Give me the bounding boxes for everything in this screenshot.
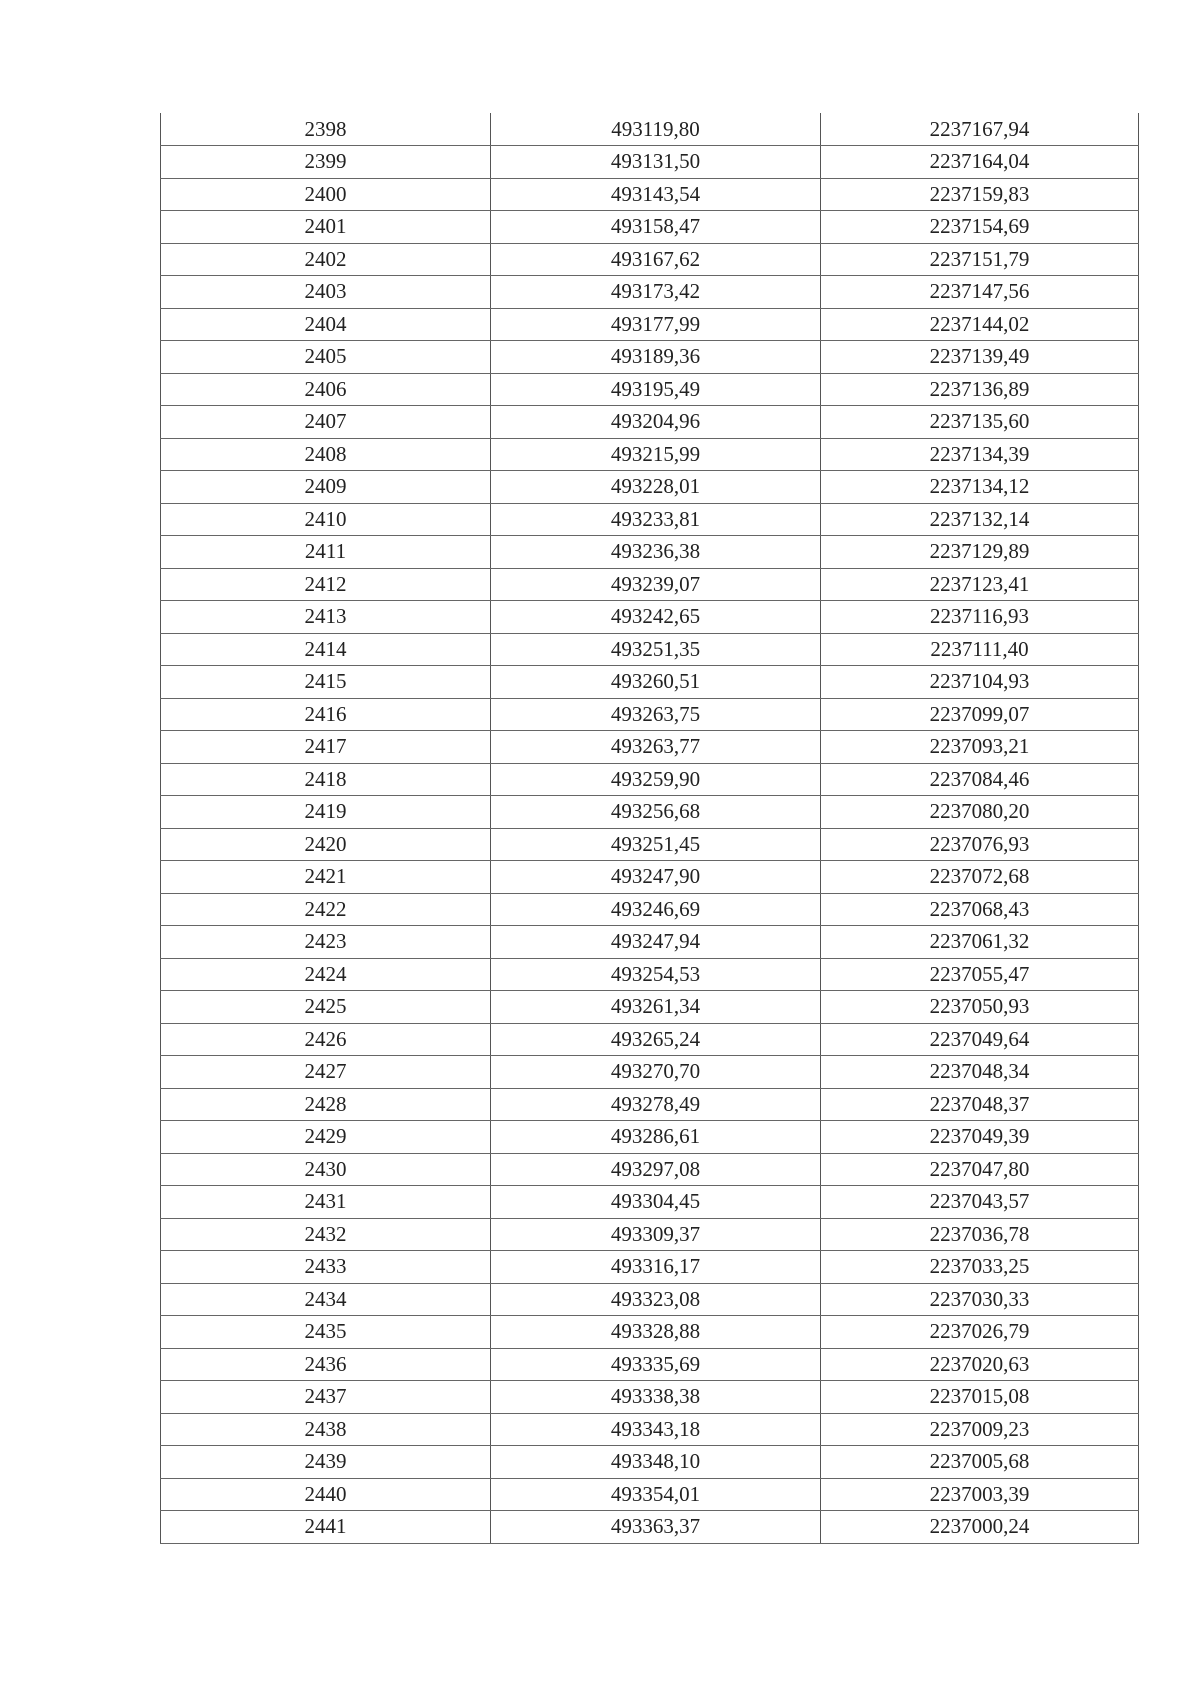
- point-number-cell: 2438: [161, 1413, 491, 1446]
- y-coordinate-cell: 2237099,07: [821, 698, 1139, 731]
- table-row: [161, 146, 1139, 179]
- table-row: [161, 633, 1139, 666]
- y-coordinate-cell: 2237147,56: [821, 276, 1139, 309]
- point-number-cell: 2424: [161, 958, 491, 991]
- point-number-cell: 2401: [161, 211, 491, 244]
- table-row: [161, 373, 1139, 406]
- point-number-cell: 2441: [161, 1511, 491, 1544]
- table-row: [161, 568, 1139, 601]
- x-coordinate-cell: 493354,01: [491, 1478, 821, 1511]
- table-row: [161, 113, 1139, 146]
- table-row: [161, 536, 1139, 569]
- table-row: [161, 958, 1139, 991]
- x-coordinate-cell: 493261,34: [491, 991, 821, 1024]
- y-coordinate-cell: 2237164,04: [821, 146, 1139, 179]
- y-coordinate-cell: 2237030,33: [821, 1283, 1139, 1316]
- y-coordinate-cell: 2237068,43: [821, 893, 1139, 926]
- y-coordinate-cell: 2237049,64: [821, 1023, 1139, 1056]
- point-number-cell: 2432: [161, 1218, 491, 1251]
- table-row: [161, 308, 1139, 341]
- x-coordinate-cell: 493286,61: [491, 1121, 821, 1154]
- point-number-cell: 2403: [161, 276, 491, 309]
- table-row: [161, 763, 1139, 796]
- point-number-cell: 2405: [161, 341, 491, 374]
- x-coordinate-cell: 493263,75: [491, 698, 821, 731]
- point-number-cell: 2418: [161, 763, 491, 796]
- x-coordinate-cell: 493263,77: [491, 731, 821, 764]
- table-row: [161, 1218, 1139, 1251]
- x-coordinate-cell: 493242,65: [491, 601, 821, 634]
- table-row: [161, 1478, 1139, 1511]
- x-coordinate-cell: 493247,90: [491, 861, 821, 894]
- y-coordinate-cell: 2237104,93: [821, 666, 1139, 699]
- point-number-cell: 2408: [161, 438, 491, 471]
- x-coordinate-cell: 493246,69: [491, 893, 821, 926]
- point-number-cell: 2409: [161, 471, 491, 504]
- point-number-cell: 2412: [161, 568, 491, 601]
- y-coordinate-cell: 2237076,93: [821, 828, 1139, 861]
- y-coordinate-cell: 2237061,32: [821, 926, 1139, 959]
- x-coordinate-cell: 493265,24: [491, 1023, 821, 1056]
- x-coordinate-cell: 493304,45: [491, 1186, 821, 1219]
- point-number-cell: 2422: [161, 893, 491, 926]
- point-number-cell: 2404: [161, 308, 491, 341]
- point-number-cell: 2427: [161, 1056, 491, 1089]
- point-number-cell: 2423: [161, 926, 491, 959]
- table-row: [161, 276, 1139, 309]
- y-coordinate-cell: 2237009,23: [821, 1413, 1139, 1446]
- x-coordinate-cell: 493177,99: [491, 308, 821, 341]
- table-row: [161, 503, 1139, 536]
- x-coordinate-cell: 493278,49: [491, 1088, 821, 1121]
- y-coordinate-cell: 2237136,89: [821, 373, 1139, 406]
- point-number-cell: 2407: [161, 406, 491, 439]
- y-coordinate-cell: 2237015,08: [821, 1381, 1139, 1414]
- table-row: [161, 601, 1139, 634]
- table-row: [161, 1121, 1139, 1154]
- table-row: [161, 991, 1139, 1024]
- point-number-cell: 2429: [161, 1121, 491, 1154]
- point-number-cell: 2440: [161, 1478, 491, 1511]
- x-coordinate-cell: 493173,42: [491, 276, 821, 309]
- table-row: [161, 1153, 1139, 1186]
- point-number-cell: 2419: [161, 796, 491, 829]
- table-row: [161, 178, 1139, 211]
- point-number-cell: 2431: [161, 1186, 491, 1219]
- y-coordinate-cell: 2237000,24: [821, 1511, 1139, 1544]
- x-coordinate-cell: 493233,81: [491, 503, 821, 536]
- point-number-cell: 2410: [161, 503, 491, 536]
- y-coordinate-cell: 2237134,12: [821, 471, 1139, 504]
- point-number-cell: 2399: [161, 146, 491, 179]
- table-row: [161, 1381, 1139, 1414]
- table-row: [161, 211, 1139, 244]
- point-number-cell: 2426: [161, 1023, 491, 1056]
- x-coordinate-cell: 493236,38: [491, 536, 821, 569]
- table-row: [161, 1316, 1139, 1349]
- point-number-cell: 2430: [161, 1153, 491, 1186]
- y-coordinate-cell: 2237132,14: [821, 503, 1139, 536]
- x-coordinate-cell: 493251,45: [491, 828, 821, 861]
- table-row: [161, 1446, 1139, 1479]
- x-coordinate-cell: 493270,70: [491, 1056, 821, 1089]
- y-coordinate-cell: 2237134,39: [821, 438, 1139, 471]
- table-row: [161, 438, 1139, 471]
- y-coordinate-cell: 2237026,79: [821, 1316, 1139, 1349]
- point-number-cell: 2402: [161, 243, 491, 276]
- table-row: [161, 861, 1139, 894]
- x-coordinate-cell: 493131,50: [491, 146, 821, 179]
- table-row: [161, 731, 1139, 764]
- x-coordinate-cell: 493239,07: [491, 568, 821, 601]
- y-coordinate-cell: 2237072,68: [821, 861, 1139, 894]
- y-coordinate-cell: 2237154,69: [821, 211, 1139, 244]
- table-row: [161, 893, 1139, 926]
- y-coordinate-cell: 2237093,21: [821, 731, 1139, 764]
- x-coordinate-cell: 493247,94: [491, 926, 821, 959]
- table-row: [161, 1056, 1139, 1089]
- point-number-cell: 2417: [161, 731, 491, 764]
- x-coordinate-cell: 493215,99: [491, 438, 821, 471]
- point-number-cell: 2439: [161, 1446, 491, 1479]
- y-coordinate-cell: 2237144,02: [821, 308, 1139, 341]
- y-coordinate-cell: 2237003,39: [821, 1478, 1139, 1511]
- table-row: [161, 406, 1139, 439]
- y-coordinate-cell: 2237151,79: [821, 243, 1139, 276]
- point-number-cell: 2436: [161, 1348, 491, 1381]
- x-coordinate-cell: 493167,62: [491, 243, 821, 276]
- coordinates-table: [160, 113, 1139, 1544]
- table-row: [161, 666, 1139, 699]
- point-number-cell: 2413: [161, 601, 491, 634]
- x-coordinate-cell: 493251,35: [491, 633, 821, 666]
- table-row: [161, 698, 1139, 731]
- y-coordinate-cell: 2237033,25: [821, 1251, 1139, 1284]
- table-row: [161, 243, 1139, 276]
- point-number-cell: 2411: [161, 536, 491, 569]
- table-row: [161, 471, 1139, 504]
- coordinates-table-body: [161, 113, 1139, 1543]
- y-coordinate-cell: 2237020,63: [821, 1348, 1139, 1381]
- y-coordinate-cell: 2237139,49: [821, 341, 1139, 374]
- table-row: [161, 1088, 1139, 1121]
- x-coordinate-cell: 493189,36: [491, 341, 821, 374]
- point-number-cell: 2415: [161, 666, 491, 699]
- table-row: [161, 1283, 1139, 1316]
- point-number-cell: 2414: [161, 633, 491, 666]
- table-row: [161, 341, 1139, 374]
- x-coordinate-cell: 493348,10: [491, 1446, 821, 1479]
- table-row: [161, 1186, 1139, 1219]
- y-coordinate-cell: 2237047,80: [821, 1153, 1139, 1186]
- table-row: [161, 1511, 1139, 1544]
- x-coordinate-cell: 493254,53: [491, 958, 821, 991]
- x-coordinate-cell: 493256,68: [491, 796, 821, 829]
- x-coordinate-cell: 493204,96: [491, 406, 821, 439]
- y-coordinate-cell: 2237129,89: [821, 536, 1139, 569]
- x-coordinate-cell: 493343,18: [491, 1413, 821, 1446]
- point-number-cell: 2433: [161, 1251, 491, 1284]
- table-row: [161, 828, 1139, 861]
- x-coordinate-cell: 493228,01: [491, 471, 821, 504]
- point-number-cell: 2437: [161, 1381, 491, 1414]
- point-number-cell: 2435: [161, 1316, 491, 1349]
- table-row: [161, 1413, 1139, 1446]
- table-row: [161, 1348, 1139, 1381]
- point-number-cell: 2406: [161, 373, 491, 406]
- point-number-cell: 2434: [161, 1283, 491, 1316]
- point-number-cell: 2425: [161, 991, 491, 1024]
- x-coordinate-cell: 493335,69: [491, 1348, 821, 1381]
- point-number-cell: 2398: [161, 113, 491, 146]
- x-coordinate-cell: 493260,51: [491, 666, 821, 699]
- table-row: [161, 1251, 1139, 1284]
- table-row: [161, 926, 1139, 959]
- y-coordinate-cell: 2237055,47: [821, 958, 1139, 991]
- x-coordinate-cell: 493143,54: [491, 178, 821, 211]
- x-coordinate-cell: 493363,37: [491, 1511, 821, 1544]
- y-coordinate-cell: 2237111,40: [821, 633, 1139, 666]
- y-coordinate-cell: 2237167,94: [821, 113, 1139, 146]
- y-coordinate-cell: 2237048,34: [821, 1056, 1139, 1089]
- y-coordinate-cell: 2237036,78: [821, 1218, 1139, 1251]
- x-coordinate-cell: 493323,08: [491, 1283, 821, 1316]
- x-coordinate-cell: 493195,49: [491, 373, 821, 406]
- x-coordinate-cell: 493309,37: [491, 1218, 821, 1251]
- y-coordinate-cell: 2237135,60: [821, 406, 1139, 439]
- point-number-cell: 2421: [161, 861, 491, 894]
- x-coordinate-cell: 493316,17: [491, 1251, 821, 1284]
- y-coordinate-cell: 2237043,57: [821, 1186, 1139, 1219]
- point-number-cell: 2420: [161, 828, 491, 861]
- x-coordinate-cell: 493119,80: [491, 113, 821, 146]
- y-coordinate-cell: 2237116,93: [821, 601, 1139, 634]
- x-coordinate-cell: 493259,90: [491, 763, 821, 796]
- y-coordinate-cell: 2237049,39: [821, 1121, 1139, 1154]
- y-coordinate-cell: 2237005,68: [821, 1446, 1139, 1479]
- point-number-cell: 2416: [161, 698, 491, 731]
- y-coordinate-cell: 2237159,83: [821, 178, 1139, 211]
- y-coordinate-cell: 2237084,46: [821, 763, 1139, 796]
- point-number-cell: 2428: [161, 1088, 491, 1121]
- x-coordinate-cell: 493328,88: [491, 1316, 821, 1349]
- y-coordinate-cell: 2237080,20: [821, 796, 1139, 829]
- y-coordinate-cell: 2237050,93: [821, 991, 1139, 1024]
- point-number-cell: 2400: [161, 178, 491, 211]
- table-row: [161, 1023, 1139, 1056]
- table-row: [161, 796, 1139, 829]
- x-coordinate-cell: 493338,38: [491, 1381, 821, 1414]
- y-coordinate-cell: 2237048,37: [821, 1088, 1139, 1121]
- y-coordinate-cell: 2237123,41: [821, 568, 1139, 601]
- x-coordinate-cell: 493158,47: [491, 211, 821, 244]
- x-coordinate-cell: 493297,08: [491, 1153, 821, 1186]
